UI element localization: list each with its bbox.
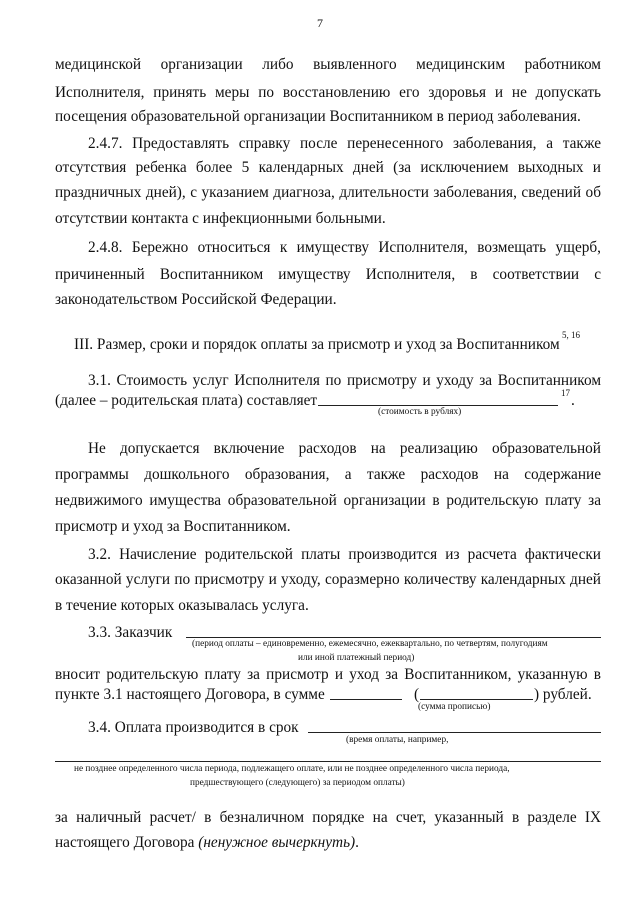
paragraph-line bbox=[55, 835, 359, 850]
paragraph-line: (далее – родительская плата) составляет bbox=[55, 392, 318, 409]
rubles-suffix: ) рублей. bbox=[534, 686, 592, 703]
footnote-ref: 17 bbox=[561, 388, 570, 398]
paragraph-line: присмотр и уход за Воспитанником. bbox=[55, 518, 291, 535]
paragraph-line: за наличный расчет/ в безналичном порядке на счет, указанный в разделе IX bbox=[55, 809, 601, 826]
amount-blank-line bbox=[330, 699, 402, 700]
paragraph-line: отсутствия ребенка более 5 календарных дней (за исключением выходных и bbox=[55, 159, 601, 176]
paragraph-line: в течение которых оказывалась услуга. bbox=[55, 597, 309, 614]
field-hint: (время оплаты, например, bbox=[346, 735, 449, 745]
period: . bbox=[571, 392, 575, 409]
clause-3-4-label: 3.4. Оплата производится в срок bbox=[88, 719, 299, 736]
paragraph-start: Не допускается включение расходов на реализацию образовательной bbox=[88, 440, 601, 457]
open-paren: ( bbox=[414, 686, 420, 703]
paragraph-line: причиненный Воспитанником имуществу Исполнителя, в соответствии с bbox=[55, 266, 601, 283]
paragraph-line: отсутствии контакта с инфекционными больными. bbox=[55, 210, 386, 227]
clause-2-4-8: 2.4.8. Бережно относиться к имуществу Исполнителя, возмещать ущерб, bbox=[88, 239, 601, 256]
paragraph-text: настоящего Договора bbox=[55, 834, 195, 851]
paragraph-line: посещения образовательной организации Воспитанником в период заболевания. bbox=[55, 108, 581, 125]
clause-3-1: 3.1. Стоимость услуг Исполнителя по присмотру и уходу за Воспитанником bbox=[88, 372, 601, 389]
field-hint: не позднее определенного числа периода, подлежащего оплате, или не позднее определенного числа периода, bbox=[74, 764, 510, 774]
paragraph-line: законодательством Российской Федерации. bbox=[55, 291, 337, 308]
payment-term-blank-line-2 bbox=[55, 761, 601, 762]
paragraph-line: медицинской организации либо выявленного медицинским работником bbox=[55, 56, 601, 73]
paragraph-line: пункте 3.1 настоящего Договора, в сумме bbox=[55, 686, 325, 703]
clause-3-2: 3.2. Начисление родительской платы производится из расчета фактически bbox=[88, 546, 601, 563]
paragraph-line: праздничных дней), с указанием диагноза, длительности заболевания, сведений об bbox=[55, 184, 601, 201]
field-hint: предшествующего (следующего) за периодом оплаты) bbox=[190, 778, 405, 788]
page-number: 7 bbox=[317, 16, 323, 30]
payment-period-blank-line bbox=[186, 637, 601, 638]
field-hint: (стоимость в рублях) bbox=[378, 407, 462, 417]
cost-blank-line bbox=[318, 405, 558, 406]
strike-note: (ненужное вычеркнуть) bbox=[198, 834, 356, 851]
paragraph-line: недвижимого имущества образовательной организации в родительскую плату за bbox=[55, 492, 601, 509]
paragraph-line: оказанной услуги по присмотру и уходу, соразмерно количеству календарных дней bbox=[55, 571, 601, 588]
clause-3-3-label: 3.3. Заказчик bbox=[88, 624, 173, 641]
amount-words-blank-line bbox=[420, 699, 533, 700]
clause-2-4-7: 2.4.7. Предоставлять справку после перенесенного заболевания, а также bbox=[88, 135, 601, 152]
paragraph-line: программы дошкольного образования, а также расходов на содержание bbox=[55, 466, 601, 483]
paragraph-line: вносит родительскую плату за присмотр и уход за Воспитанником, указанную в bbox=[55, 666, 601, 683]
section-title: III. Размер, сроки и порядок оплаты за присмотр и уход за Воспитанником bbox=[74, 336, 560, 353]
paragraph-line: Исполнителя, принять меры по восстановлению его здоровья и не допускать bbox=[55, 84, 601, 101]
footnote-refs: 5, 16 bbox=[562, 330, 580, 340]
field-hint: (сумма прописью) bbox=[418, 702, 491, 712]
period: . bbox=[355, 834, 359, 851]
payment-term-blank-line bbox=[308, 732, 601, 733]
field-hint: или иной платежный период) bbox=[298, 653, 415, 663]
field-hint: (период оплаты – единовременно, ежемесячно, ежеквартально, по четвертям, полугодиям bbox=[192, 639, 548, 649]
